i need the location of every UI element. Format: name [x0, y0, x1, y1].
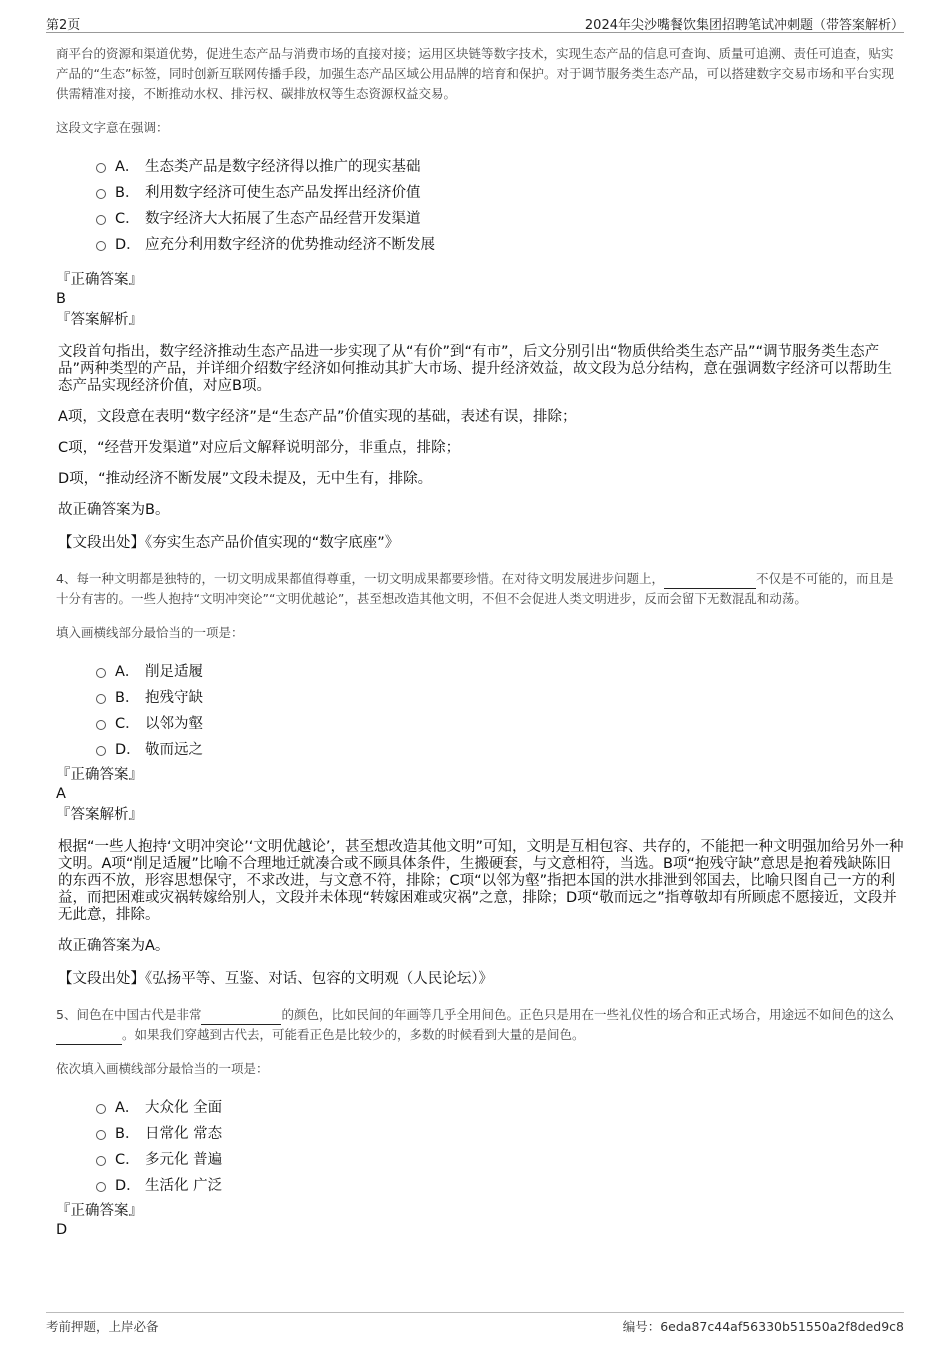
q4-option-a[interactable]: A． 削足适履: [96, 657, 904, 683]
q5-blank-2: [56, 1030, 122, 1045]
radio-icon[interactable]: [96, 1182, 106, 1192]
page-number: 第2页: [46, 18, 81, 33]
radio-icon[interactable]: [96, 694, 106, 704]
q3-correct-answer-label: 『正确答案』: [56, 272, 143, 288]
radio-icon[interactable]: [96, 746, 106, 756]
q3-analysis: [58, 344, 904, 519]
q3-analysis-para: C项，“经营开发渠道”对应后文解释说明部分，非重点，排除；: [58, 440, 461, 456]
q4-analysis-label: 『答案解析』: [56, 807, 143, 823]
page-header: [46, 12, 904, 33]
q4-options: [96, 657, 904, 761]
radio-icon[interactable]: [96, 241, 106, 251]
q5-options: [96, 1093, 904, 1197]
radio-icon[interactable]: [96, 720, 106, 730]
q3-analysis-para: A项，文段意在表明“数字经济”是“生态产品”价值实现的基础，表述有误，排除；: [58, 409, 577, 425]
radio-icon[interactable]: [96, 1130, 106, 1140]
q5-option-b[interactable]: B． 日常化 常态: [96, 1119, 904, 1145]
document-title: 2024年尖沙嘴餐饮集团招聘笔试冲刺题（带答案解析）: [584, 18, 904, 33]
radio-icon[interactable]: [96, 215, 106, 225]
q3-option-c[interactable]: C． 数字经济大大拓展了生态产品经营开发渠道: [96, 204, 904, 230]
q3-passage: 商平台的资源和渠道优势，促进生态产品与消费市场的直接对接；运用区块链等数字技术，实现生态产品的信息可查询、质量可追溯、责任可追查，贴实产品的“生态”标签，同时创新互联网传播手段，加强生态产品区域公用品牌的培育和保护。对于调节服务类生态产品，可以搭建数字交易市场和平台实现供需精准对接，不断推动水权、排污权、碳排放权等生态资源权益交易。: [56, 46, 894, 101]
q5-stem: 5、间色在中国古代是非常 的颜色，比如民间的年画等几乎全用间色。正色只是用在一些礼仪性的场合和正式场合，用途远不如间色的这么。如果我们穿越到古代去，可能看正色是比较少的，多数的时候看到大量的是间色。: [56, 1005, 904, 1045]
radio-icon[interactable]: [96, 1104, 106, 1114]
q5-option-c[interactable]: C． 多元化 普遍: [96, 1145, 904, 1171]
radio-icon[interactable]: [96, 1156, 106, 1166]
q4-analysis: [58, 839, 904, 955]
page-content: [56, 44, 904, 1239]
q4-option-c[interactable]: C． 以邻为壑: [96, 709, 904, 735]
q3-source: 【文段出处】《夯实生态产品价值实现的“数字底座”》: [58, 535, 400, 551]
q5-option-a[interactable]: A． 大众化 全面: [96, 1093, 904, 1119]
q4-analysis-para: 故正确答案为A。: [58, 938, 170, 954]
q4-analysis-para: 根据“一些人抱持‘文明冲突论’‘文明优越论’，甚至想改造其他文明”可知，文明是互相包容、共存的，不能把一种文明强加给另外一种文明。A项“削足适履”比喻不合理地迁就凑合或不顾具体条件，生搬硬套，与文意相符，当选。B项“抱残守缺”意思是抱着残缺陈旧的东西不放，形容思想保守，不求改进，与文意不符，排除；C项“以邻为壑”指把本国的洪水排泄到邻国去，比喻只图自己一方的利益，而把困难或灾祸转嫁给别人，文段并未体现“转嫁困难或灾祸”之意，排除；D项“敬而远之”指尊敬却有所顾虑不愿接近，文段并无此意，排除。: [58, 839, 904, 923]
q5-blank-1: [201, 1010, 281, 1025]
q4-option-b[interactable]: B． 抱残守缺: [96, 683, 904, 709]
q4-correct-answer-value: A: [56, 786, 66, 802]
q3-prompt: 这段文字意在强调：: [56, 120, 169, 135]
q3-option-d[interactable]: D． 应充分利用数字经济的优势推动经济不断发展: [96, 230, 904, 256]
radio-icon[interactable]: [96, 668, 106, 678]
page-footer: [46, 1312, 904, 1337]
q4-blank: [664, 574, 756, 589]
q5-correct-answer-value: D: [56, 1222, 68, 1238]
document-code: 编号：6eda87c44af56330b51550a2f8ded9c8: [622, 1319, 904, 1334]
q5-prompt: 依次填入画横线部分最恰当的一项是：: [56, 1061, 269, 1076]
radio-icon[interactable]: [96, 189, 106, 199]
q3-analysis-para: 故正确答案为B。: [58, 502, 170, 518]
radio-icon[interactable]: [96, 163, 106, 173]
q4-stem: 4、每一种文明都是独特的，一切文明成果都值得尊重，一切文明成果都要珍惜。在对待文明发展进步问题上， 不仅是不可能的，而且是十分有害的。一些人抱持“文明冲突论”“文明优越论”，甚至想改造其他文明，不但不会促进人类文明进步，反而会留下无数混乱和动荡。: [56, 571, 894, 606]
q3-options: [96, 152, 904, 256]
q4-source: 【文段出处】《弘扬平等、互鉴、对话、包容的文明观（人民论坛）》: [58, 971, 493, 987]
q3-correct-answer-value: B: [56, 291, 66, 307]
q3-analysis-label: 『答案解析』: [56, 312, 143, 328]
q4-prompt: 填入画横线部分最恰当的一项是：: [56, 625, 244, 640]
q3-analysis-para: D项，“推动经济不断发展”文段未提及，无中生有，排除。: [58, 471, 433, 487]
q4-correct-answer-label: 『正确答案』: [56, 767, 143, 783]
q3-analysis-para: 文段首句指出，数字经济推动生态产品进一步实现了从“有价”到“有市”，后文分别引出“物质供给类生态产品”“调节服务类生态产品”两种类型的产品，并详细介绍数字经济如何推动其扩大市场、提升经济效益，故文段为总分结构，意在强调数字经济可以帮助生态产品实现经济价值，对应B项。: [58, 344, 893, 394]
q4-option-d[interactable]: D． 敬而远之: [96, 735, 904, 761]
q5-correct-answer-label: 『正确答案』: [56, 1203, 143, 1219]
q3-option-b[interactable]: B． 利用数字经济可使生态产品发挥出经济价值: [96, 178, 904, 204]
q3-option-a[interactable]: A． 生态类产品是数字经济得以推广的现实基础: [96, 152, 904, 178]
q5-option-d[interactable]: D． 生活化 广泛: [96, 1171, 904, 1197]
footer-slogan: 考前押题，上岸必备: [46, 1319, 159, 1334]
